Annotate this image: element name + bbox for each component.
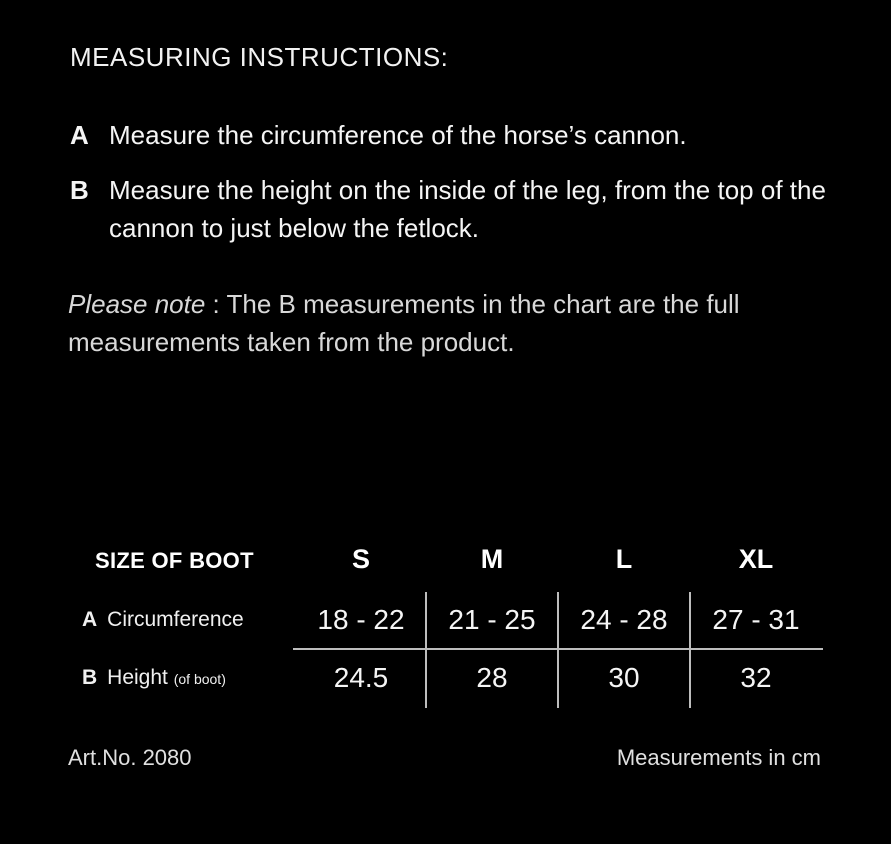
instruction-text: Measure the height on the inside of the leg, from the top of the cannon to just below the fetlock. — [109, 175, 826, 243]
instruction-letter: A — [70, 120, 89, 150]
row-name: Circumference — [107, 608, 244, 631]
note-label: Please note — [68, 289, 206, 319]
column-divider — [557, 592, 559, 708]
column-divider — [425, 592, 427, 708]
page-title: MEASURING INSTRUCTIONS: — [70, 42, 449, 72]
table-cell: 24 - 28 — [580, 604, 668, 635]
article-number: Art.No. 2080 — [68, 745, 192, 770]
instruction-text: Measure the circumference of the horse’s cannon. — [109, 120, 687, 150]
size-header-l: L — [615, 544, 633, 574]
row-suffix: (of boot) — [173, 671, 226, 687]
table-cell: 27 - 31 — [712, 604, 800, 635]
row-letter: A — [82, 608, 98, 631]
row-label-circumference — [82, 608, 244, 632]
table-cell: 24.5 — [333, 662, 389, 693]
column-divider — [689, 592, 691, 708]
table-cell: 18 - 22 — [317, 604, 405, 635]
table-cell: 32 — [740, 662, 772, 693]
size-table — [0, 540, 891, 710]
note — [68, 285, 828, 361]
instruction-letter: B — [70, 175, 89, 205]
size-header-m: M — [480, 544, 504, 574]
size-of-boot-header: SIZE OF BOOT — [95, 548, 254, 573]
table-cell: 30 — [608, 662, 640, 693]
size-header-s: S — [351, 544, 370, 574]
row-divider — [293, 648, 823, 650]
table-cell: 28 — [476, 662, 508, 693]
note-text: : The B measurements in the chart are the full measurements taken from the product. — [68, 289, 740, 357]
row-letter: B — [82, 666, 98, 689]
size-header-xl: XL — [738, 544, 774, 574]
measurement-units: Measurements in cm — [616, 745, 821, 770]
row-name: Height — [107, 666, 168, 689]
row-label-height — [82, 666, 226, 690]
table-cell: 21 - 25 — [448, 604, 536, 635]
